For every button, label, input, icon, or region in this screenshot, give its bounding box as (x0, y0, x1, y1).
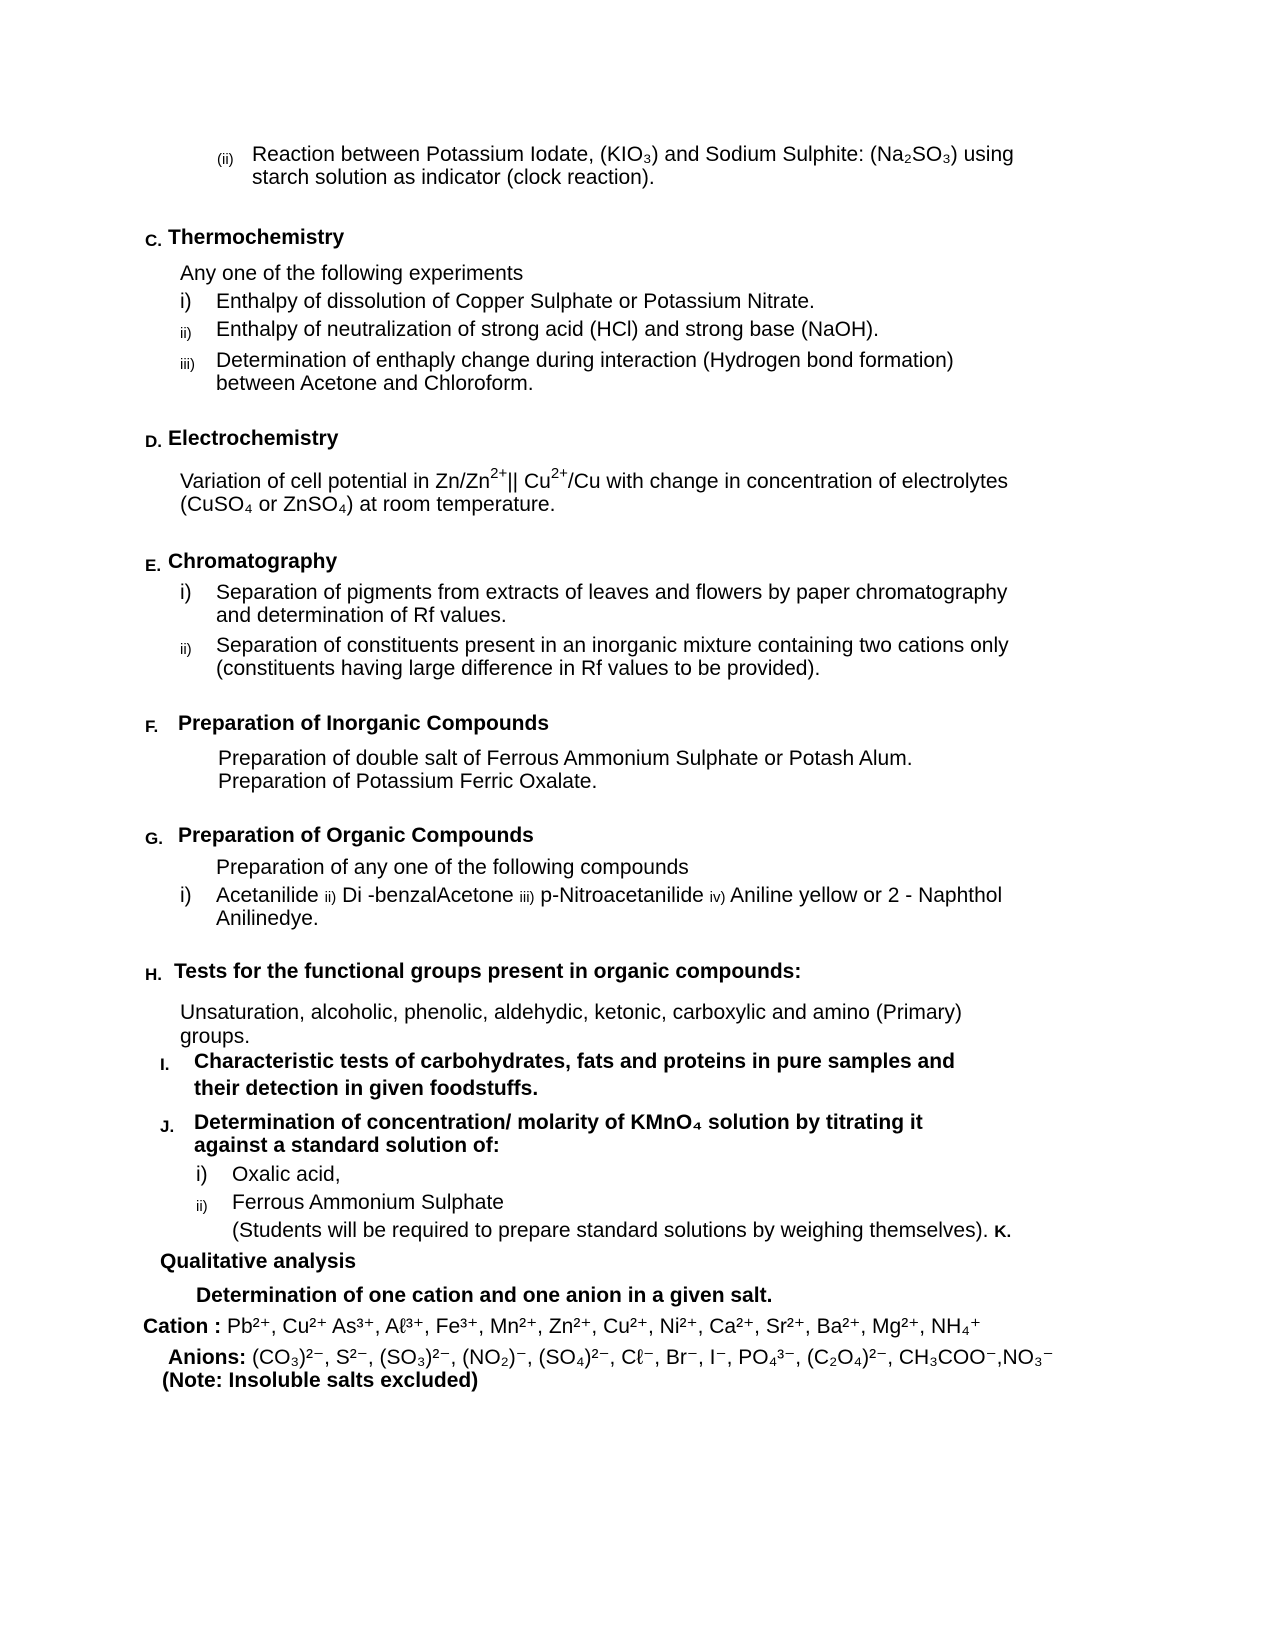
item-number: i) (180, 581, 192, 604)
list-item: Ferrous Ammonium Sulphate (232, 1191, 504, 1214)
section-letter: C. (145, 231, 162, 250)
list-item: Oxalic acid, (232, 1163, 341, 1186)
section-heading: Characteristic tests of carbohydrates, fats and proteins in pure samples and (194, 1050, 955, 1073)
list-item: Anilinedye. (216, 907, 319, 930)
section-letter: J. (160, 1117, 175, 1136)
section-heading: against a standard solution of: (194, 1134, 500, 1157)
section-heading: Electrochemistry (168, 427, 339, 450)
section-heading: Preparation of Inorganic Compounds (178, 712, 550, 735)
list-item: Separation of constituents present in an inorganic mixture containing two cations only (216, 634, 1009, 657)
section-letter: H. (145, 965, 162, 984)
section-heading: Determination of concentration/ molarity of KMnO₄ solution by titrating it (194, 1111, 923, 1134)
list-item: Acetanilide ii) Di -benzalAcetone iii) p-Nitroacetanilide iv) Aniline yellow or 2 - Naphthol (216, 884, 1003, 907)
item-number: iii) (180, 356, 195, 373)
body-text: Preparation of any one of the following compounds (216, 856, 689, 879)
body-text: Any one of the following experiments (180, 262, 524, 285)
body-text: (Students will be required to prepare standard solutions by weighing themselves). K. (232, 1219, 1012, 1242)
list-item: and determination of Rf values. (216, 604, 507, 627)
body-text: starch solution as indicator (clock reaction). (252, 166, 655, 189)
body-text: Preparation of double salt of Ferrous Ammonium Sulphate or Potash Alum. (218, 747, 913, 770)
section-heading: Preparation of Organic Compounds (178, 824, 534, 847)
section-letter: F. (145, 717, 159, 736)
list-item: Determination of enthaply change during interaction (Hydrogen bond formation) (216, 349, 954, 372)
list-item: between Acetone and Chloroform. (216, 372, 534, 395)
list-item: (constituents having large difference in Rf values to be provided). (216, 657, 821, 680)
item-number: i) (180, 290, 192, 313)
section-letter: G. (145, 829, 163, 848)
item-number: (ii) (217, 151, 234, 168)
section-heading: Thermochemistry (168, 226, 345, 249)
section-heading: their detection in given foodstuffs. (194, 1077, 539, 1100)
list-item: Enthalpy of dissolution of Copper Sulphate or Potassium Nitrate. (216, 290, 815, 313)
list-item: Separation of pigments from extracts of leaves and flowers by paper chromatography (216, 581, 1008, 604)
section-subheading: Determination of one cation and one anion in a given salt. (196, 1284, 773, 1307)
section-letter: D. (145, 432, 162, 451)
section-letter: E. (145, 556, 162, 575)
section-heading: Tests for the functional groups present in organic compounds: (174, 960, 802, 983)
item-number: ii) (180, 325, 192, 342)
anion-list: Anions: (CO₃)²⁻, S²⁻, (SO₃)²⁻, (NO₂)⁻, (SO₄)²⁻, Cℓ⁻, Br⁻, I⁻, PO₄³⁻, (C₂O₄)²⁻, CH₃COO⁻,NO₃⁻ (168, 1346, 1054, 1369)
body-text: (CuSO₄ or ZnSO₄) at room temperature. (180, 493, 556, 516)
body-text: Preparation of Potassium Ferric Oxalate. (218, 770, 598, 793)
list-item: Enthalpy of neutralization of strong acid (HCl) and strong base (NaOH). (216, 318, 879, 341)
item-number: i) (180, 884, 192, 907)
note: (Note: Insoluble salts excluded) (162, 1369, 479, 1392)
item-number: i) (196, 1163, 208, 1186)
section-letter: I. (160, 1055, 170, 1074)
cation-list: Cation : Pb²⁺, Cu²⁺ As³⁺, Aℓ³⁺, Fe³⁺, Mn²⁺, Zn²⁺, Cu²⁺, Ni²⁺, Ca²⁺, Sr²⁺, Ba²⁺, Mg²⁺, NH₄⁺ (143, 1315, 981, 1338)
section-heading: Qualitative analysis (160, 1250, 357, 1273)
body-text: Unsaturation, alcoholic, phenolic, aldehydic, ketonic, carboxylic and amino (Primary) (180, 1001, 963, 1024)
body-text: groups. (180, 1025, 251, 1048)
section-heading: Chromatography (168, 550, 338, 573)
item-number: ii) (196, 1198, 208, 1215)
body-text: Variation of cell potential in $Zn/Zn^{2+}||$ $Cu^{2+}/Cu$ with change in concentration of electrolytes (180, 465, 1008, 493)
item-number: ii) (180, 641, 192, 658)
body-text: Reaction between Potassium Iodate, (KIO₃) and Sodium Sulphite: (Na₂SO₃) using (252, 143, 1014, 166)
